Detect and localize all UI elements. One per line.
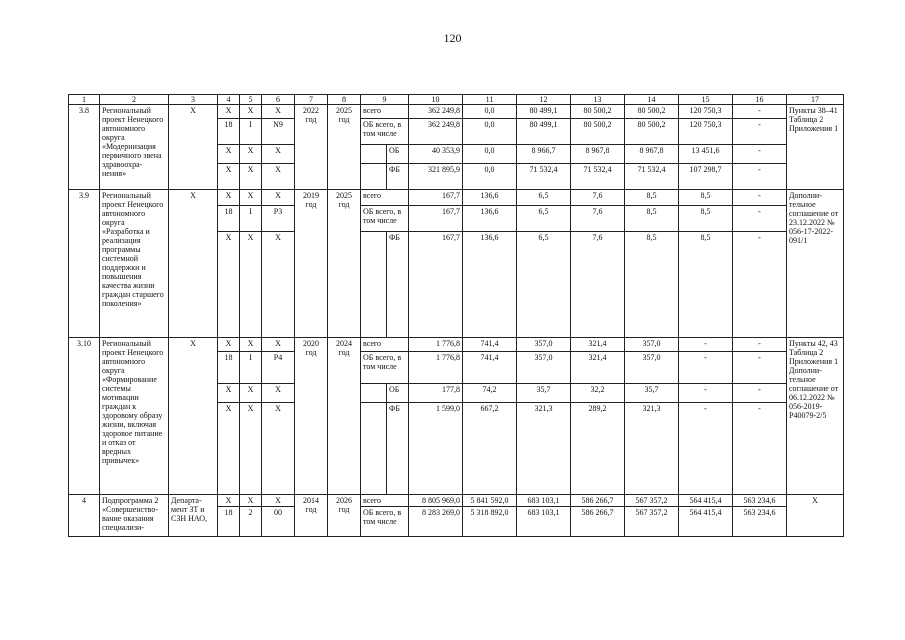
responsible-cell: Департа-мент ЗТ и СЗН НАО, — [169, 495, 218, 537]
note-cell: Х — [787, 495, 844, 537]
amount-cell: - — [733, 352, 787, 384]
code-cell: I — [240, 352, 262, 384]
amount-cell: - — [733, 190, 787, 206]
amount-cell: 80 500,2 — [625, 105, 679, 119]
code-cell: N9 — [262, 119, 295, 145]
project-name: Региональный проект Ненецкого автономного округа «Модернизация первичного звена здравоохра-нения» — [100, 105, 169, 190]
header-cell: 16 — [733, 95, 787, 105]
project-name: Подпрограмма 2 «Совершенство-вание оказания специализи- — [100, 495, 169, 537]
amount-cell: 80 499,1 — [517, 105, 571, 119]
amount-cell: 6,5 — [517, 206, 571, 232]
funding-type: ОБ всего, в том числе — [361, 352, 409, 384]
header-cell: 15 — [679, 95, 733, 105]
code-cell: 2 — [240, 507, 262, 537]
funding-type: ОБ всего, в том числе — [361, 206, 409, 232]
end-year: 2025 год — [328, 105, 361, 190]
amount-cell: 362 249,8 — [409, 105, 463, 119]
amount-cell: 563 234,6 — [733, 507, 787, 537]
amount-cell: 0,0 — [463, 145, 517, 164]
code-cell: Х — [240, 145, 262, 164]
amount-cell: 80 499,1 — [517, 119, 571, 145]
header-cell: 3 — [169, 95, 218, 105]
code-cell: Х — [218, 495, 240, 507]
amount-cell: 5 318 892,0 — [463, 507, 517, 537]
responsible-cell: Х — [169, 105, 218, 190]
amount-cell: 40 353,9 — [409, 145, 463, 164]
amount-cell: 0,0 — [463, 105, 517, 119]
amount-cell: 8,5 — [679, 190, 733, 206]
code-cell: Х — [262, 495, 295, 507]
code-cell: P3 — [262, 206, 295, 232]
code-cell: 18 — [218, 119, 240, 145]
start-year: 2020 год — [295, 338, 328, 495]
amount-cell: 8 966,7 — [517, 145, 571, 164]
code-cell: P4 — [262, 352, 295, 384]
amount-cell: - — [733, 232, 787, 338]
code-cell: Х — [262, 145, 295, 164]
amount-cell: 6,5 — [517, 232, 571, 338]
amount-cell: 8,5 — [625, 206, 679, 232]
end-year: 2025 год — [328, 190, 361, 338]
code-cell: Х — [218, 145, 240, 164]
amount-cell: 71 532,4 — [571, 164, 625, 190]
code-cell: I — [240, 119, 262, 145]
code-cell: Х — [218, 232, 240, 338]
amount-cell: 8 967,8 — [571, 145, 625, 164]
amount-cell: 167,7 — [409, 232, 463, 338]
amount-cell: 1 776,8 — [409, 338, 463, 352]
code-cell: Х — [240, 190, 262, 206]
funding-type: всего — [361, 338, 409, 352]
amount-cell: 35,7 — [517, 384, 571, 403]
code-cell: 00 — [262, 507, 295, 537]
funding-type: ОБ — [387, 384, 409, 403]
amount-cell: 8,5 — [679, 232, 733, 338]
start-year: 2022 год — [295, 105, 328, 190]
row-number: 3.8 — [69, 105, 100, 190]
amount-cell: 80 500,2 — [571, 105, 625, 119]
amount-cell: 567 357,2 — [625, 495, 679, 507]
blank-cell — [361, 145, 387, 164]
blank-cell — [361, 403, 387, 495]
amount-cell: 321,3 — [625, 403, 679, 495]
header-cell: 6 — [262, 95, 295, 105]
amount-cell: 8 967,8 — [625, 145, 679, 164]
amount-cell: 563 234,6 — [733, 495, 787, 507]
amount-cell: - — [733, 145, 787, 164]
amount-cell: 136,6 — [463, 206, 517, 232]
amount-cell: 741,4 — [463, 352, 517, 384]
amount-cell: 289,2 — [571, 403, 625, 495]
amount-cell: 8 805 969,0 — [409, 495, 463, 507]
amount-cell: 32,2 — [571, 384, 625, 403]
amount-cell: 586 266,7 — [571, 495, 625, 507]
budget-table — [68, 94, 844, 537]
funding-type: всего — [361, 190, 409, 206]
amount-cell: - — [733, 338, 787, 352]
amount-cell: - — [679, 352, 733, 384]
table-row — [69, 105, 844, 119]
funding-type: ФБ — [387, 232, 409, 338]
blank-cell — [361, 384, 387, 403]
amount-cell: 321,4 — [571, 338, 625, 352]
project-name: Региональный проект Ненецкого автономного округа «Разработка и реализация программы системной поддержки и повышения качества жизни граждан старшего поколения» — [100, 190, 169, 338]
amount-cell: 74,2 — [463, 384, 517, 403]
code-cell: Х — [240, 495, 262, 507]
header-cell: 8 — [328, 95, 361, 105]
code-cell: Х — [240, 232, 262, 338]
blank-cell — [361, 232, 387, 338]
responsible-cell: Х — [169, 338, 218, 495]
amount-cell: 1 776,8 — [409, 352, 463, 384]
table-row — [69, 338, 844, 352]
row-number: 4 — [69, 495, 100, 537]
table-row — [69, 495, 844, 507]
code-cell: Х — [262, 384, 295, 403]
funding-type: ОБ всего, в том числе — [361, 119, 409, 145]
amount-cell: 586 266,7 — [571, 507, 625, 537]
code-cell: Х — [240, 164, 262, 190]
amount-cell: 667,2 — [463, 403, 517, 495]
page-number: 120 — [443, 31, 462, 45]
amount-cell: 7,6 — [571, 206, 625, 232]
amount-cell: 7,6 — [571, 232, 625, 338]
code-cell: Х — [262, 105, 295, 119]
code-cell: Х — [262, 190, 295, 206]
code-cell: Х — [262, 338, 295, 352]
funding-type: всего — [361, 105, 409, 119]
header-cell: 11 — [463, 95, 517, 105]
end-year: 2026 год — [328, 495, 361, 537]
funding-type: всего — [361, 495, 409, 507]
start-year: 2019 год — [295, 190, 328, 338]
amount-cell: 177,8 — [409, 384, 463, 403]
code-cell: Х — [262, 403, 295, 495]
amount-cell: 357,0 — [625, 352, 679, 384]
amount-cell: 35,7 — [625, 384, 679, 403]
amount-cell: - — [679, 338, 733, 352]
note-cell: Пункты 38–41 Таблица 2 Приложения 1 — [787, 105, 844, 190]
amount-cell: 321 895,9 — [409, 164, 463, 190]
amount-cell: - — [679, 384, 733, 403]
amount-cell: 683 103,1 — [517, 495, 571, 507]
amount-cell: 683 103,1 — [517, 507, 571, 537]
code-cell: Х — [218, 105, 240, 119]
amount-cell: 564 415,4 — [679, 495, 733, 507]
funding-type: ОБ — [387, 145, 409, 164]
amount-cell: - — [733, 105, 787, 119]
header-cell: 9 — [361, 95, 409, 105]
amount-cell: - — [679, 403, 733, 495]
amount-cell: 136,6 — [463, 232, 517, 338]
amount-cell: 362 249,8 — [409, 119, 463, 145]
amount-cell: 136,6 — [463, 190, 517, 206]
amount-cell: - — [733, 206, 787, 232]
header-cell: 5 — [240, 95, 262, 105]
amount-cell: 8,5 — [625, 232, 679, 338]
row-number: 3.9 — [69, 190, 100, 338]
amount-cell: 107 298,7 — [679, 164, 733, 190]
amount-cell: 321,3 — [517, 403, 571, 495]
amount-cell: 321,4 — [571, 352, 625, 384]
end-year: 2024 год — [328, 338, 361, 495]
amount-cell: 0,0 — [463, 119, 517, 145]
header-cell: 17 — [787, 95, 844, 105]
header-cell: 2 — [100, 95, 169, 105]
code-cell: Х — [218, 190, 240, 206]
header-cell: 12 — [517, 95, 571, 105]
amount-cell: - — [733, 119, 787, 145]
amount-cell: 120 750,3 — [679, 119, 733, 145]
amount-cell: 8 283 269,0 — [409, 507, 463, 537]
project-name: Региональный проект Ненецкого автономного округа «Формирование системы мотивации граждан к здоровому образу жизни, включая здоровое питание и отказ от вредных привычек» — [100, 338, 169, 495]
blank-cell — [361, 164, 387, 190]
code-cell: 18 — [218, 507, 240, 537]
amount-cell: 8,5 — [625, 190, 679, 206]
code-cell: I — [240, 206, 262, 232]
code-cell: Х — [262, 164, 295, 190]
row-number: 3.10 — [69, 338, 100, 495]
amount-cell: 7,6 — [571, 190, 625, 206]
start-year: 2014 год — [295, 495, 328, 537]
funding-type: ОБ всего, в том числе — [361, 507, 409, 537]
amount-cell: 71 532,4 — [625, 164, 679, 190]
code-cell: Х — [240, 105, 262, 119]
code-cell: Х — [262, 232, 295, 338]
header-cell: 4 — [218, 95, 240, 105]
header-cell: 7 — [295, 95, 328, 105]
code-cell: 18 — [218, 352, 240, 384]
code-cell: Х — [218, 338, 240, 352]
amount-cell: 5 841 592,0 — [463, 495, 517, 507]
header-cell: 10 — [409, 95, 463, 105]
amount-cell: 80 500,2 — [625, 119, 679, 145]
code-cell: Х — [218, 403, 240, 495]
header-cell: 13 — [571, 95, 625, 105]
amount-cell: 120 750,3 — [679, 105, 733, 119]
amount-cell: 8,5 — [679, 206, 733, 232]
amount-cell: - — [733, 384, 787, 403]
header-cell: 1 — [69, 95, 100, 105]
funding-type: ФБ — [387, 403, 409, 495]
amount-cell: 13 451,6 — [679, 145, 733, 164]
code-cell: Х — [218, 384, 240, 403]
amount-cell: 6,5 — [517, 190, 571, 206]
amount-cell: 0,0 — [463, 164, 517, 190]
code-cell: Х — [240, 338, 262, 352]
amount-cell: - — [733, 403, 787, 495]
code-cell: Х — [240, 403, 262, 495]
amount-cell: 71 532,4 — [517, 164, 571, 190]
amount-cell: 80 500,2 — [571, 119, 625, 145]
amount-cell: 741,4 — [463, 338, 517, 352]
amount-cell: 564 415,4 — [679, 507, 733, 537]
note-cell: Пункты 42, 43 Таблица 2 Приложения 1 Дополни-тельное соглашение от 06.12.2022 № 056-2019-P40079-2/5 — [787, 338, 844, 495]
note-cell: Дополни-тельное соглашение от 23.12.2022 № 056-17-2022-091/1 — [787, 190, 844, 338]
responsible-cell: Х — [169, 190, 218, 338]
code-cell: Х — [218, 164, 240, 190]
amount-cell: 357,0 — [517, 338, 571, 352]
amount-cell: 357,0 — [625, 338, 679, 352]
amount-cell: 167,7 — [409, 206, 463, 232]
table-row — [69, 190, 844, 206]
header-row — [69, 95, 844, 105]
amount-cell: - — [733, 164, 787, 190]
amount-cell: 167,7 — [409, 190, 463, 206]
amount-cell: 1 599,0 — [409, 403, 463, 495]
code-cell: 18 — [218, 206, 240, 232]
code-cell: Х — [240, 384, 262, 403]
funding-type: ФБ — [387, 164, 409, 190]
header-cell: 14 — [625, 95, 679, 105]
amount-cell: 357,0 — [517, 352, 571, 384]
amount-cell: 567 357,2 — [625, 507, 679, 537]
